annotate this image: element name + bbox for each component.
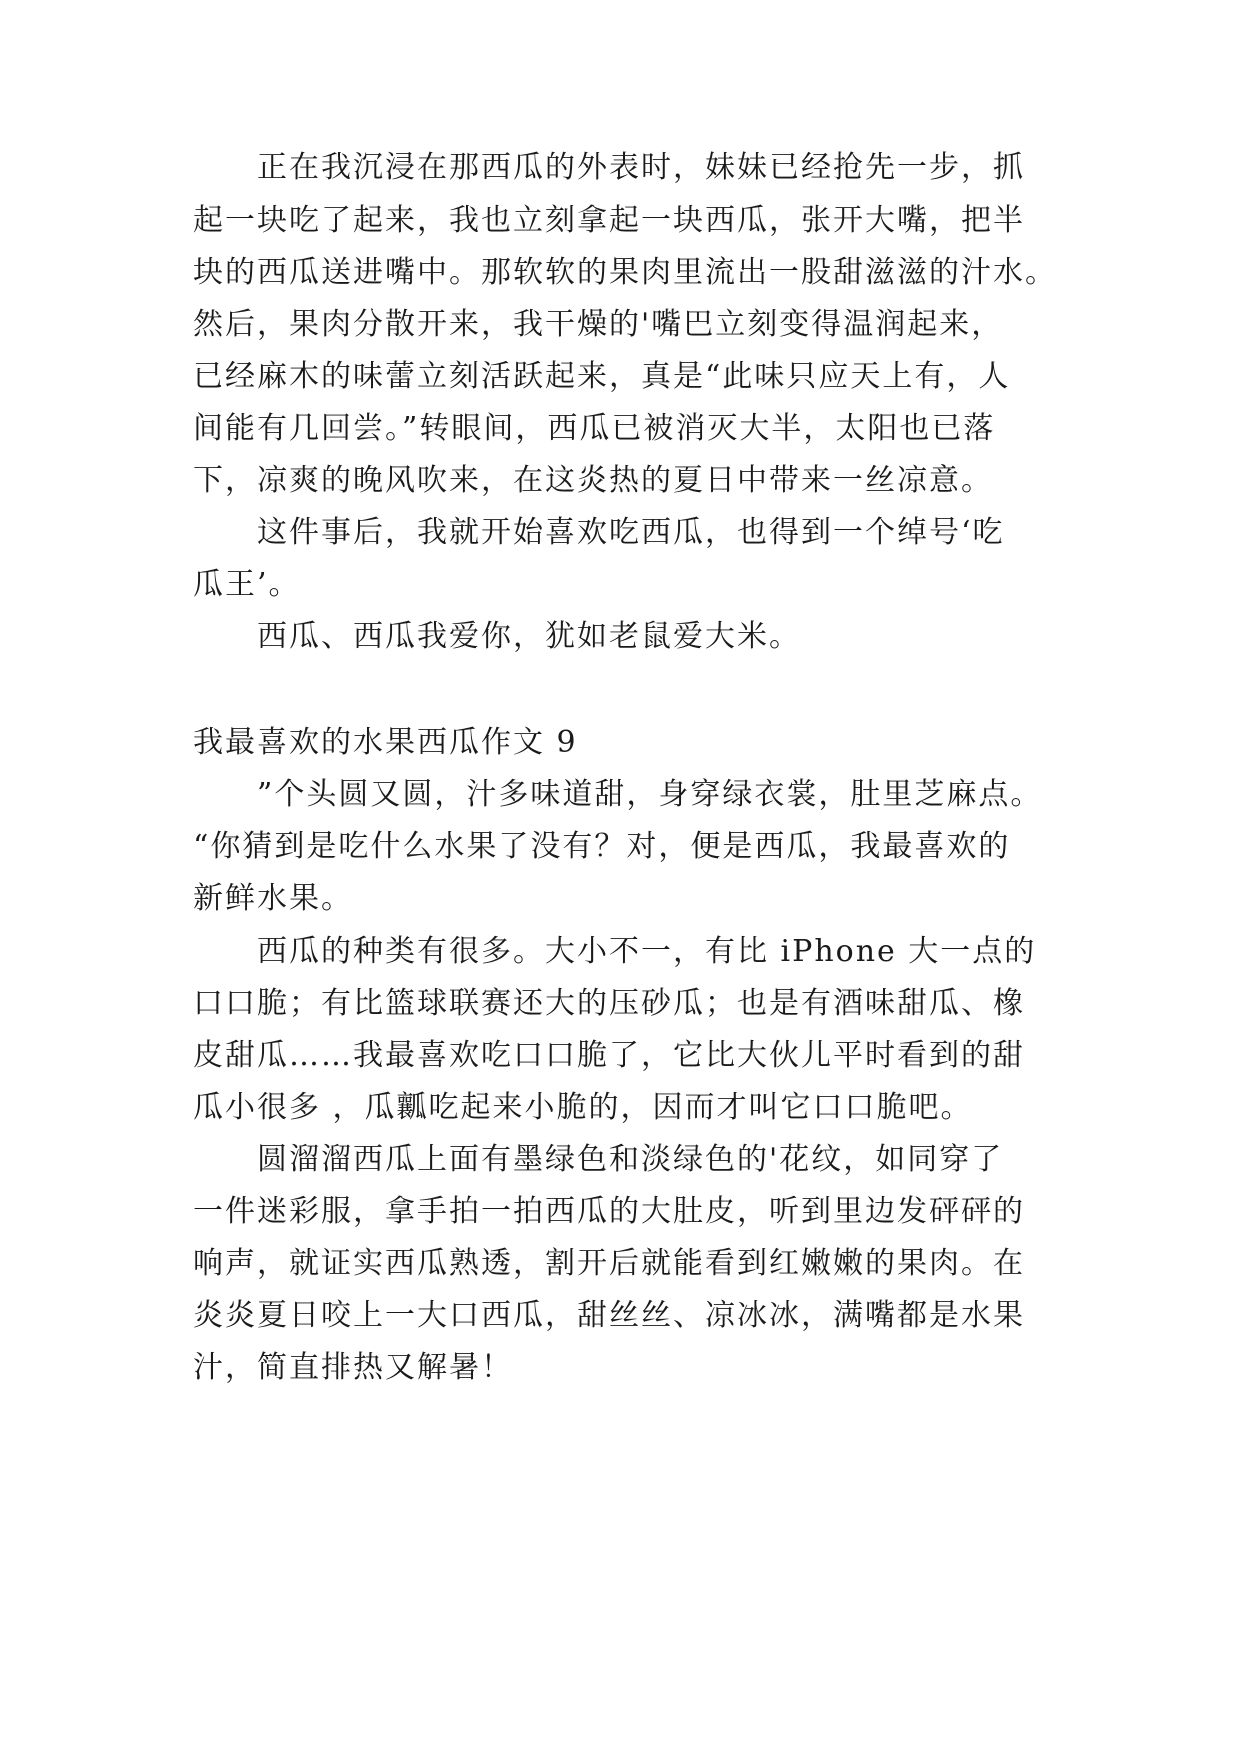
paragraph-line: 圆溜溜西瓜上面有墨绿色和淡绿色的'花纹，如同穿了 (257, 1142, 1004, 1177)
paragraph-line: 一件迷彩服，拿手拍一拍西瓜的大肚皮，听到里边发砰砰的 (193, 1194, 1025, 1229)
paragraph-line: 响声，就证实西瓜熟透，割开后就能看到红嫩嫩的果肉。在 (193, 1246, 1025, 1281)
paragraph-line: 西瓜的种类有很多。大小不一，有比 iPhone 大一点的 (257, 934, 1037, 969)
paragraph-line: 新鲜水果。 (193, 881, 353, 916)
paragraph-line: 汁，简直排热又解暑！ (193, 1350, 513, 1385)
paragraph-line: 这件事后，我就开始喜欢吃西瓜，也得到一个绰号‘吃 (257, 515, 1005, 550)
paragraph-line: 间能有几回尝。”转眼间，西瓜已被消灭大半，太阳也已落 (193, 411, 996, 446)
paragraph-line: 瓜王’。 (193, 567, 301, 602)
paragraph-line: ”个头圆又圆，汁多味道甜，身穿绿衣裳，肚里芝麻点。 (257, 777, 1043, 812)
paragraph-line: 口口脆；有比篮球联赛还大的压砂瓜；也是有酒味甜瓜、橡 (193, 986, 1025, 1021)
paragraph-line: 起一块吃了起来，我也立刻拿起一块西瓜，张开大嘴，把半 (193, 203, 1025, 238)
section-heading: 我最喜欢的水果西瓜作文 9 (193, 725, 578, 760)
paragraph-line: 下，凉爽的晚风吹来，在这炎热的夏日中带来一丝凉意。 (193, 463, 993, 498)
paragraph-line: 皮甜瓜……我最喜欢吃口口脆了，它比大伙儿平时看到的甜 (193, 1038, 1025, 1073)
paragraph-line: 然后，果肉分散开来，我干燥的'嘴巴立刻变得温润起来， (193, 307, 1004, 342)
paragraph-line: “你猜到是吃什么水果了没有？对，便是西瓜，我最喜欢的 (193, 829, 1011, 864)
paragraph-line: 炎炎夏日咬上一大口西瓜，甜丝丝、凉冰冰，满嘴都是水果 (193, 1298, 1025, 1333)
paragraph-line: 块的西瓜送进嘴中。那软软的果肉里流出一股甜滋滋的汁水。 (193, 255, 1057, 290)
paragraph-line: 已经麻木的味蕾立刻活跃起来，真是“此味只应天上有，人 (193, 359, 1011, 394)
paragraph-line: 西瓜、西瓜我爱你，犹如老鼠爱大米。 (257, 619, 801, 654)
paragraph-line: 瓜小很多 ，瓜瓤吃起来小脆的，因而才叫它口口脆吧。 (193, 1090, 973, 1125)
paragraph-line: 正在我沉浸在那西瓜的外表时，妹妹已经抢先一步，抓 (257, 150, 1025, 185)
